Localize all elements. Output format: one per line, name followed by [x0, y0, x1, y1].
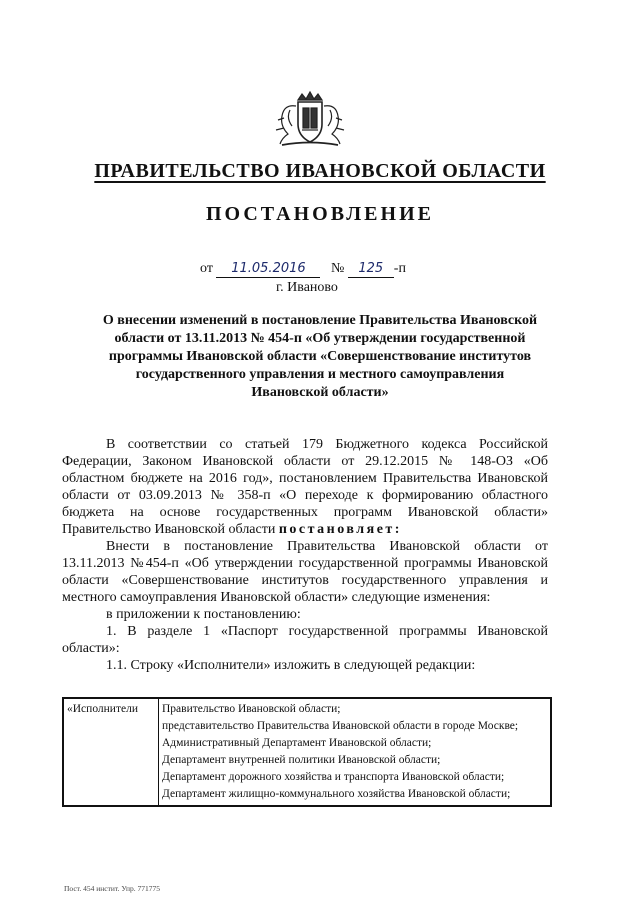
city: г. Иваново — [276, 280, 338, 295]
list-item: Департамент жилищно-коммунального хозяйства Ивановской области; — [162, 788, 511, 800]
table-row — [64, 699, 551, 806]
list-item: Департамент внутренней политики Ивановской области; — [162, 754, 441, 766]
doc-date: 11.05.2016 — [216, 261, 320, 278]
from-label: от — [200, 261, 213, 276]
date-number-line — [200, 261, 406, 278]
executors-table — [62, 697, 552, 807]
footer-note: Пост. 454 инстит. Упр. 771775 — [64, 884, 161, 893]
list-item: Административный Департамент Ивановской области; — [162, 737, 432, 749]
paragraph-section-1: 1. В разделе 1 «Паспорт государственной программы Ивановской области»: — [62, 624, 548, 656]
list-item: представительство Правительства Ивановской области в городе Москве; — [162, 720, 519, 732]
doc-type-title: ПОСТАНОВЛЕНИЕ — [206, 203, 434, 225]
body-text — [62, 436, 548, 674]
paragraph-row-executors: 1.1. Строку «Исполнители» изложить в следующей редакции: — [106, 658, 476, 673]
doc-subject: О внесении изменений в постановление Правительства Ивановской области от 13.11.2013 № 454-п «Об утверждении государственной программы Ивановской области «Совершенствование институтов государственного управления и местного самоуправления Ивановской области» — [102, 313, 538, 400]
table-row-label: «Исполнители — [64, 699, 159, 806]
list-item: Правительство Ивановской области; — [162, 703, 341, 715]
number-suffix: -п — [393, 261, 406, 276]
number-label: № — [330, 261, 345, 276]
preamble-text: В соответствии со статьей 179 Бюджетного кодекса Российской Федерации, Законом Ивановской области от 29.12.2015 № 148-ОЗ «Об областном бюджете на 2016 год», постановлением Правительства Ивановской области от 03.09.2013 № 358-п «О переходе к формированию областного бюджета на основе государственных программ Ивановской области» Правительство Ивановской области — [62, 437, 548, 537]
org-title: ПРАВИТЕЛЬСТВО ИВАНОВСКОЙ ОБЛАСТИ — [94, 160, 546, 182]
table-row-values — [159, 699, 551, 806]
coat-of-arms-icon — [268, 90, 352, 148]
resolves-word: постановляет: — [278, 522, 402, 537]
doc-number: 125 — [348, 261, 394, 278]
paragraph-appendix: в приложении к постановлению: — [106, 607, 301, 622]
paragraph-amend: Внести в постановление Правительства Ивановской области от 13.11.2013 №454-п «Об утверждении государственной программы Ивановской области «Совершенствование институтов государственного управления и местного самоуправления Ивановской области» следующие изменения: — [62, 539, 548, 605]
preamble-paragraph — [62, 436, 548, 538]
list-item: Департамент дорожного хозяйства и транспорта Ивановской области; — [162, 771, 505, 783]
